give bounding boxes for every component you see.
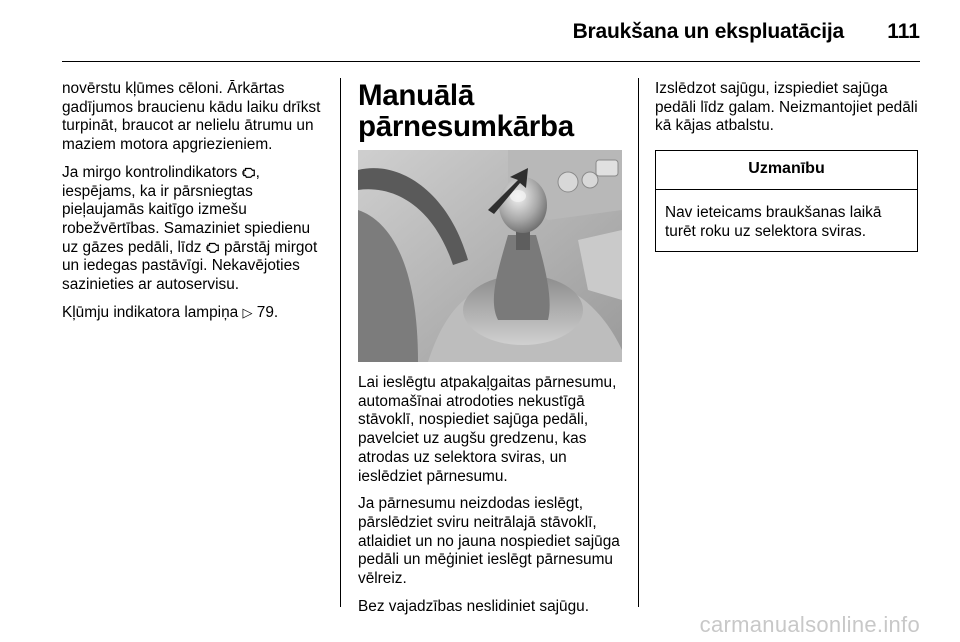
page-header	[0, 0, 960, 62]
header-title: Braukšana un ekspluatācija	[572, 20, 844, 43]
gear-lever-illustration	[358, 150, 622, 362]
page-reference-icon[interactable]: ▷	[242, 304, 253, 320]
paragraph	[62, 164, 327, 295]
watermark: carmanualsonline.info	[699, 612, 920, 637]
warning-box	[655, 150, 918, 252]
engine-check-icon	[206, 240, 220, 254]
paragraph: novērstu kļūmes cēloni. Ārkārtas gadījumos braucienu kādu laiku drīkst turpināt, braucot ar nelielu ātrumu un maziem motora apgriezieniem.	[62, 80, 321, 154]
column-left	[62, 80, 327, 331]
column-middle	[358, 80, 622, 142]
column-divider	[638, 78, 639, 607]
text-span: Ja mirgo kontrolindikators	[62, 163, 242, 181]
column-middle-body	[358, 374, 622, 625]
header-rule	[62, 61, 920, 62]
warning-body: Nav ieteicams braukšanas laikā turēt roku uz selektora sviras.	[665, 203, 882, 240]
section-heading: Manuālā pārnesumkārba	[358, 79, 574, 143]
text-span: Kļūmju indikatora lampiņa	[62, 303, 243, 321]
paragraph: Izslēdzot sajūgu, izspiediet sajūga pedāli līdz galam. Neizmantojiet pedāli kā kājas atbalstu.	[655, 80, 918, 135]
text-span: , iespējams, ka ir pārsniegtas pieļaujamās kaitīgo izmešu robežvērtības. Samaziniet spiedienu uz gāzes pedāli, līdz	[62, 163, 311, 256]
engine-check-icon	[242, 165, 256, 179]
text-span: pārstāj mirgot un iedegas pastāvīgi. Nekavējoties sazinieties ar autoservisu.	[62, 238, 318, 294]
page-reference-link[interactable]: 79.	[256, 303, 279, 321]
paragraph: Lai ieslēgtu atpakaļgaitas pārnesumu, automašīnai atrodoties nekustīgā stāvoklī, nospiediet sajūga pedāli, pavelciet uz augšu gredzenu, kas atrodas uz selektora sviras, un ieslēdziet pārnesumu.	[358, 374, 617, 485]
column-right	[655, 80, 920, 252]
paragraph	[62, 304, 327, 323]
warning-title: Uzmanību	[656, 151, 917, 190]
paragraph: Bez vajadzības neslidiniet sajūgu.	[358, 597, 590, 615]
page-number: 111	[887, 20, 920, 43]
paragraph: Ja pārnesumu neizdodas ieslēgt, pārslēdziet sviru neitrālajā stāvoklī, atlaidiet un no jauna nospiediet sajūga pedāli un mēģiniet ieslēgt pārnesumu vēlreiz.	[358, 495, 620, 588]
column-divider	[340, 78, 341, 607]
